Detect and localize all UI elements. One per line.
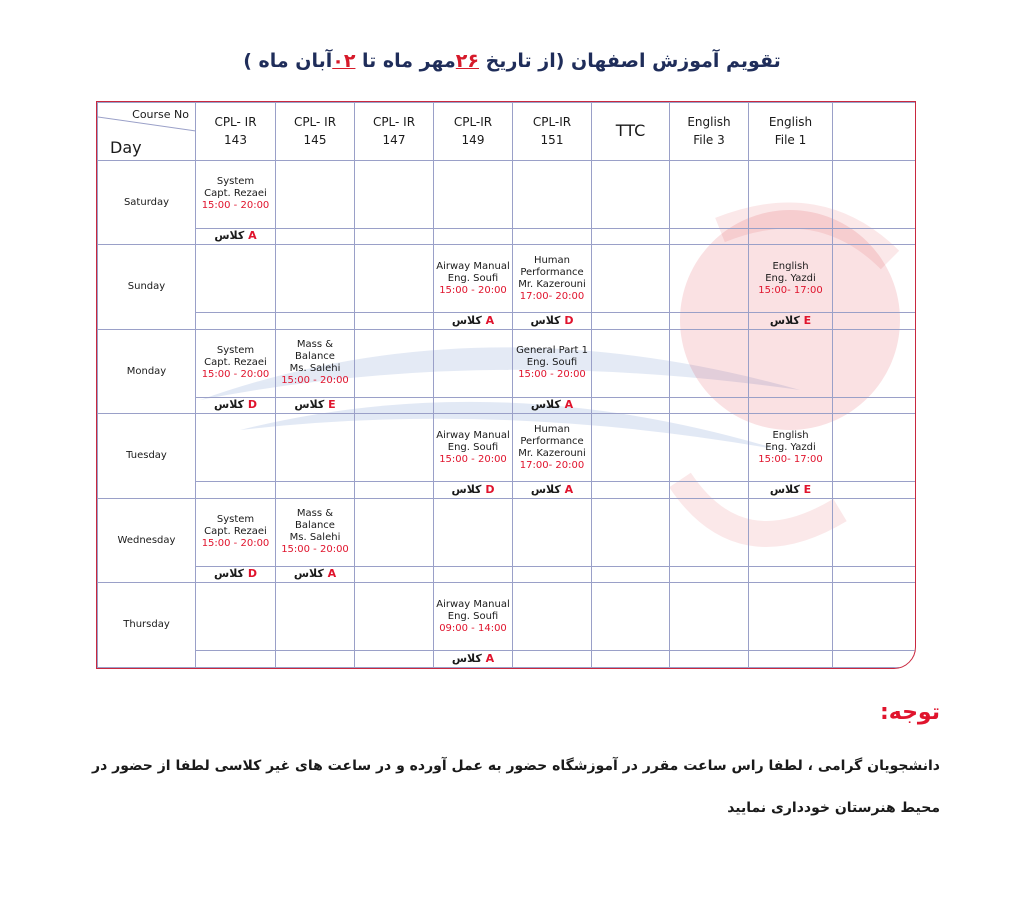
empty-slot bbox=[592, 498, 670, 566]
class-word: کلاس bbox=[214, 229, 245, 243]
empty-slot bbox=[833, 245, 917, 313]
empty-slot bbox=[592, 566, 670, 582]
empty-slot bbox=[670, 245, 749, 313]
entry-text: Capt. Rezaei bbox=[204, 188, 267, 200]
class-letter: D bbox=[247, 567, 257, 581]
empty-slot bbox=[355, 566, 434, 582]
day-name-thu: Thursday bbox=[98, 583, 196, 668]
course-header-english-file1: English File 1 bbox=[749, 103, 833, 161]
corner-header bbox=[98, 103, 196, 161]
class-letter: A bbox=[248, 229, 257, 243]
course-header-cpl-149: CPL-IR 149 bbox=[434, 103, 513, 161]
class-word: کلاس bbox=[530, 398, 561, 412]
entry-sun_f1 bbox=[749, 245, 833, 313]
class-letter: E bbox=[803, 313, 812, 327]
entry-time: 15:00 - 20:00 bbox=[439, 453, 507, 465]
title-part1: تقویم آموزش اصفهان (از تاریخ bbox=[479, 50, 781, 72]
empty-slot bbox=[355, 245, 434, 313]
empty-slot bbox=[592, 313, 670, 329]
empty-slot bbox=[670, 498, 749, 566]
empty-slot bbox=[513, 498, 592, 566]
empty-slot bbox=[592, 651, 670, 668]
empty-slot bbox=[355, 482, 434, 498]
entry-wed_143 bbox=[196, 498, 276, 566]
entry-text: Eng. Soufi bbox=[447, 610, 499, 622]
empty-slot bbox=[833, 228, 917, 244]
entry-time: 15:00 - 20:00 bbox=[201, 369, 270, 381]
class-room-tue_149 bbox=[434, 482, 513, 498]
empty-slot bbox=[276, 228, 355, 244]
entry-time: 15:00 - 20:00 bbox=[281, 544, 349, 556]
class-word: کلاس bbox=[451, 313, 482, 327]
class-label bbox=[531, 314, 574, 327]
empty-slot bbox=[592, 482, 670, 498]
empty-slot bbox=[355, 313, 434, 329]
entry-text: Eng. Soufi bbox=[526, 357, 578, 369]
class-word: کلاس bbox=[530, 482, 561, 496]
entry-text: Ms. Salehi bbox=[289, 363, 341, 375]
empty-slot bbox=[196, 414, 276, 482]
empty-slot bbox=[670, 160, 749, 228]
entry-text: Human bbox=[533, 254, 571, 266]
class-room-sun_f1 bbox=[749, 313, 833, 329]
empty-slot bbox=[434, 228, 513, 244]
course-header-cpl-145: CPL- IR 145 bbox=[276, 103, 355, 161]
empty-slot bbox=[276, 583, 355, 651]
empty-slot bbox=[670, 583, 749, 651]
entry-sun_151 bbox=[513, 245, 592, 313]
class-word: کلاس bbox=[214, 398, 244, 412]
class-letter: A bbox=[564, 482, 574, 496]
course-header-cpl-151: CPL-IR 151 bbox=[513, 103, 592, 161]
entry-text: Eng. Soufi bbox=[447, 441, 499, 453]
entry-time: 17:00- 20:00 bbox=[519, 459, 585, 471]
empty-slot bbox=[749, 583, 833, 651]
class-label bbox=[294, 398, 335, 411]
class-letter: D bbox=[247, 398, 257, 412]
entry-text: Mr. Kazerouni bbox=[518, 278, 586, 290]
empty-slot bbox=[355, 397, 434, 413]
class-room-sun_151 bbox=[513, 313, 592, 329]
class-label bbox=[770, 314, 811, 327]
empty-slot bbox=[513, 228, 592, 244]
class-word: کلاس bbox=[214, 567, 244, 581]
class-letter: D bbox=[564, 313, 574, 327]
empty-slot bbox=[276, 414, 355, 482]
note-title: توجه: bbox=[879, 700, 940, 725]
note-line-1: دانشجویان گرامی ، لطفا راس ساعت مقرر در آموزشگاه حضور به عمل آورده و در ساعت های غیر کلاسی لطفا از حضور در bbox=[92, 758, 940, 774]
empty-slot bbox=[592, 160, 670, 228]
entry-wed_145 bbox=[276, 498, 355, 566]
empty-slot bbox=[833, 313, 917, 329]
empty-slot bbox=[592, 228, 670, 244]
empty-slot bbox=[749, 160, 833, 228]
class-label bbox=[214, 229, 256, 242]
empty-slot bbox=[749, 228, 833, 244]
entry-text: Eng. Yazdi bbox=[765, 441, 816, 453]
course-header-cpl-143: CPL- IR 143 bbox=[196, 103, 276, 161]
entry-time: 15:00- 17:00 bbox=[758, 284, 823, 296]
empty-slot bbox=[513, 583, 592, 651]
note-body bbox=[80, 745, 940, 829]
class-room-mon_143 bbox=[196, 397, 276, 413]
empty-slot bbox=[355, 414, 434, 482]
class-room-wed_145 bbox=[276, 566, 355, 582]
title-start-day: ۲۶ bbox=[455, 50, 479, 72]
entry-thu_149 bbox=[434, 583, 513, 651]
class-room-tue_f1 bbox=[749, 482, 833, 498]
empty-slot bbox=[670, 414, 749, 482]
empty-slot bbox=[833, 397, 917, 413]
class-letter: A bbox=[485, 651, 495, 665]
empty-slot bbox=[276, 245, 355, 313]
entry-tue_149 bbox=[434, 414, 513, 482]
empty-slot bbox=[434, 329, 513, 397]
entry-text: Airway Manual bbox=[436, 429, 510, 441]
entry-sun_149 bbox=[434, 245, 513, 313]
day-name-wed: Wednesday bbox=[98, 498, 196, 583]
entry-time: 09:00 - 14:00 bbox=[439, 622, 507, 634]
class-word: کلاس bbox=[769, 482, 800, 496]
class-label bbox=[214, 567, 257, 580]
entry-time: 15:00- 17:00 bbox=[758, 453, 823, 465]
empty-slot bbox=[513, 651, 592, 668]
class-letter: A bbox=[564, 398, 574, 412]
class-label bbox=[214, 398, 257, 411]
entry-text: English bbox=[772, 429, 809, 441]
empty-slot bbox=[355, 498, 434, 566]
empty-slot bbox=[355, 651, 434, 668]
empty-slot bbox=[749, 397, 833, 413]
entry-mon_143 bbox=[196, 329, 276, 397]
empty-slot bbox=[670, 651, 749, 668]
class-label bbox=[294, 567, 336, 580]
empty-slot bbox=[276, 651, 355, 668]
entry-text: Capt. Rezaei bbox=[204, 357, 267, 369]
empty-slot bbox=[833, 583, 917, 651]
empty-slot bbox=[434, 160, 513, 228]
entry-text: Eng. Yazdi bbox=[765, 272, 816, 284]
entry-time: 15:00 - 20:00 bbox=[281, 375, 349, 387]
empty-slot bbox=[833, 329, 917, 397]
entry-text: General Part 1 bbox=[516, 345, 588, 357]
class-letter: E bbox=[328, 398, 336, 412]
class-label bbox=[531, 398, 573, 411]
class-label bbox=[770, 483, 811, 496]
entry-time: 15:00 - 20:00 bbox=[201, 538, 270, 550]
entry-text: Performance bbox=[520, 266, 584, 278]
empty-slot bbox=[833, 482, 917, 498]
title-part3: آبان ماه ) bbox=[243, 50, 333, 72]
empty-slot bbox=[513, 160, 592, 228]
course-header-cpl-147: CPL- IR 147 bbox=[355, 103, 434, 161]
note-line-2: محیط هنرستان خودداری نمایید bbox=[727, 800, 940, 816]
class-label bbox=[452, 314, 494, 327]
empty-slot bbox=[196, 583, 276, 651]
class-word: کلاس bbox=[294, 398, 325, 412]
empty-slot bbox=[196, 313, 276, 329]
empty-slot bbox=[355, 329, 434, 397]
day-name-sun: Sunday bbox=[98, 245, 196, 330]
class-room-thu_149 bbox=[434, 651, 513, 668]
empty-slot bbox=[434, 498, 513, 566]
empty-slot bbox=[833, 414, 917, 482]
entry-mon_145 bbox=[276, 329, 355, 397]
page-title bbox=[0, 50, 1024, 72]
class-label bbox=[452, 483, 495, 496]
empty-slot bbox=[355, 583, 434, 651]
entry-text: Performance bbox=[520, 435, 584, 447]
class-letter: A bbox=[327, 567, 337, 581]
entry-text: Capt. Rezaei bbox=[204, 526, 267, 538]
empty-slot bbox=[670, 482, 749, 498]
class-word: کلاس bbox=[451, 482, 482, 496]
class-letter: D bbox=[485, 482, 495, 496]
empty-slot bbox=[592, 583, 670, 651]
entry-text: System bbox=[216, 176, 255, 188]
empty-slot bbox=[434, 566, 513, 582]
empty-slot bbox=[833, 160, 917, 228]
class-room-mon_151 bbox=[513, 397, 592, 413]
class-room-mon_145 bbox=[276, 397, 355, 413]
day-name-sat: Saturday bbox=[98, 160, 196, 245]
course-header-empty bbox=[833, 103, 917, 161]
entry-time: 15:00 - 20:00 bbox=[518, 369, 586, 381]
title-end-day: ۰۲ bbox=[332, 50, 356, 72]
class-room-wed_143 bbox=[196, 566, 276, 582]
empty-slot bbox=[670, 329, 749, 397]
entry-text: Ms. Salehi bbox=[289, 532, 341, 544]
empty-slot bbox=[592, 245, 670, 313]
entry-tue_151 bbox=[513, 414, 592, 482]
empty-slot bbox=[670, 313, 749, 329]
course-header-english-file3: English File 3 bbox=[670, 103, 749, 161]
course-header-ttc: TTC bbox=[592, 103, 670, 161]
entry-text: Eng. Soufi bbox=[447, 272, 499, 284]
day-name-mon: Monday bbox=[98, 329, 196, 414]
empty-slot bbox=[749, 329, 833, 397]
entry-sat_143 bbox=[196, 160, 276, 228]
day-label: Day bbox=[110, 137, 142, 157]
entry-text: Airway Manual bbox=[436, 598, 510, 610]
day-name-tue: Tuesday bbox=[98, 414, 196, 499]
empty-slot bbox=[833, 498, 917, 566]
class-label bbox=[452, 652, 494, 665]
empty-slot bbox=[196, 245, 276, 313]
entry-text: Mass & Balance bbox=[295, 339, 335, 363]
course-no-label: Course No bbox=[132, 108, 189, 121]
empty-slot bbox=[670, 566, 749, 582]
entry-text: Mass & Balance bbox=[295, 508, 335, 532]
empty-slot bbox=[276, 160, 355, 228]
empty-slot bbox=[833, 566, 917, 582]
entry-time: 17:00- 20:00 bbox=[519, 290, 585, 302]
title-part2: مهر ماه تا bbox=[355, 50, 456, 72]
entry-time: 15:00 - 20:00 bbox=[201, 200, 270, 212]
entry-text: Airway Manual bbox=[436, 260, 510, 272]
empty-slot bbox=[670, 228, 749, 244]
class-letter: E bbox=[803, 482, 812, 496]
class-word: کلاس bbox=[293, 567, 324, 581]
empty-slot bbox=[749, 566, 833, 582]
empty-slot bbox=[355, 228, 434, 244]
class-room-sun_149 bbox=[434, 313, 513, 329]
empty-slot bbox=[749, 651, 833, 668]
entry-mon_151 bbox=[513, 329, 592, 397]
entry-tue_f1 bbox=[749, 414, 833, 482]
empty-slot bbox=[434, 397, 513, 413]
class-word: کلاس bbox=[451, 651, 482, 665]
empty-slot bbox=[592, 329, 670, 397]
entry-text: Mr. Kazerouni bbox=[518, 447, 586, 459]
empty-slot bbox=[276, 482, 355, 498]
entry-text: Human bbox=[533, 423, 571, 435]
entry-text: English bbox=[772, 260, 809, 272]
empty-slot bbox=[833, 651, 917, 668]
entry-text: System bbox=[216, 514, 255, 526]
class-word: کلاس bbox=[530, 313, 561, 327]
class-word: کلاس bbox=[769, 313, 800, 327]
entry-time: 15:00 - 20:00 bbox=[439, 284, 507, 296]
empty-slot bbox=[355, 160, 434, 228]
empty-slot bbox=[196, 482, 276, 498]
empty-slot bbox=[513, 566, 592, 582]
empty-slot bbox=[592, 397, 670, 413]
entry-text: System bbox=[216, 345, 255, 357]
empty-slot bbox=[670, 397, 749, 413]
class-room-tue_151 bbox=[513, 482, 592, 498]
empty-slot bbox=[196, 651, 276, 668]
empty-slot bbox=[592, 414, 670, 482]
class-room-sat_143 bbox=[196, 228, 276, 244]
schedule-table bbox=[96, 101, 916, 669]
class-letter: A bbox=[485, 313, 495, 327]
empty-slot bbox=[276, 313, 355, 329]
empty-slot bbox=[749, 498, 833, 566]
class-label bbox=[531, 483, 573, 496]
